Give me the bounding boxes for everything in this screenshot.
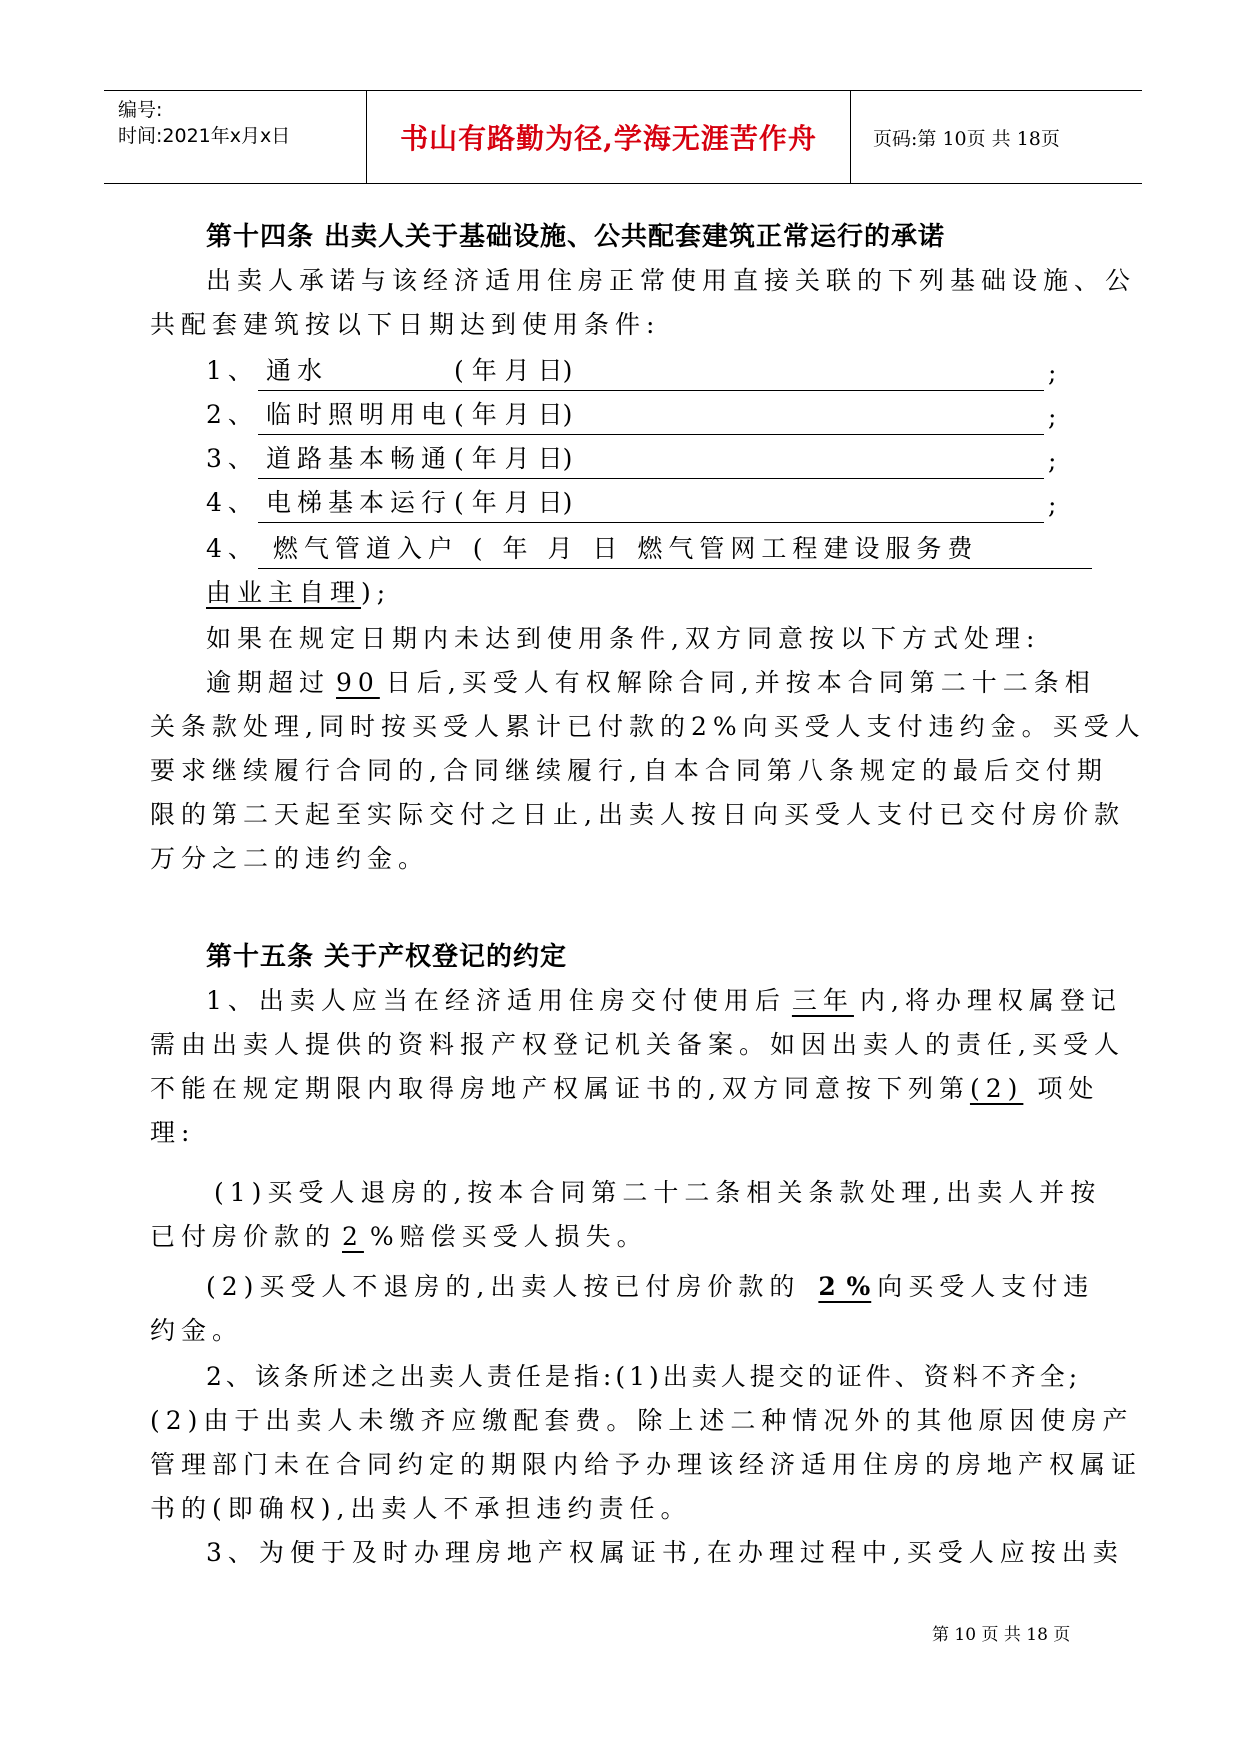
article-15-para-1d: 理: — [150, 1118, 196, 1147]
registration-post: 内,将办理权属登记 — [859, 986, 1122, 1015]
facility-item-2-date: ( 年 月 日) — [454, 400, 573, 429]
facility-item-3-underline — [258, 478, 1044, 479]
facility-gas-end: ); — [361, 578, 392, 607]
penalty-pre: (2)买受人不退房的,出卖人按已付房价款的 — [206, 1272, 801, 1301]
facility-item-1-name: 通水 — [266, 356, 329, 385]
article-15-para-1b: 需由出卖人提供的资料报产权登记机关备案。如因出卖人的责任,买受人 — [150, 1030, 1125, 1059]
overdue-post: 日后,买受人有权解除合同,并按本合同第二十二条相 — [385, 668, 1096, 697]
article-15-para-2b: (2)由于出卖人未缴齐应缴配套费。除上述二种情况外的其他原因使房产 — [150, 1406, 1134, 1435]
facility-item-2-end: ; — [1048, 402, 1057, 431]
compensation-post: %赔偿买受人损失。 — [369, 1222, 648, 1251]
compensation-percent: 2 — [342, 1222, 364, 1251]
article-14-para-3e: 万分之二的违约金。 — [150, 844, 430, 873]
facility-item-1-num: 1、 — [206, 356, 259, 385]
facility-item-1-date: ( 年 月 日) — [454, 356, 573, 385]
article-14-para-3b: 关条款处理,同时按买受人累计已付款的2%向买受人支付违约金。买受人 — [150, 712, 1146, 741]
facility-gas-line-a: 4、 燃气管道入户 ( 年 月 日 燃气管网工程建设服务费 — [206, 534, 979, 563]
page-footer: 第 10 页 共 18 页 — [932, 1625, 1071, 1645]
article-15-title: 第十五条 关于产权登记的约定 — [206, 942, 568, 972]
article-15-para-1 — [206, 986, 1122, 1016]
penalty-percent: 2 % — [818, 1272, 872, 1301]
facility-item-2-underline — [258, 434, 1044, 435]
option-choice-pre: 不能在规定期限内取得房地产权属证书的,双方同意按下列第 — [150, 1074, 970, 1103]
article-15-option-1b — [150, 1222, 648, 1252]
header-motto-cell — [367, 91, 851, 183]
article-14-para-1a: 出卖人承诺与该经济适用住房正常使用直接关联的下列基础设施、公 — [206, 266, 1137, 295]
overdue-days: 90 — [336, 668, 380, 697]
header-page-cell — [851, 91, 1142, 183]
doc-time-label: 时间:2021年x月x日 — [118, 125, 291, 147]
facility-gas-owner: 由业主自理 — [206, 578, 362, 607]
facility-item-2-num: 2、 — [206, 400, 259, 429]
article-14-title: 第十四条 出卖人关于基础设施、公共配套建筑正常运行的承诺 — [206, 222, 946, 252]
facility-item-3-date: ( 年 月 日) — [454, 444, 573, 473]
article-14-para-3d: 限的第二天起至实际交付之日止,出卖人按日向买受人支付已交付房价款 — [150, 800, 1125, 829]
article-15-para-2c: 管理部门未在合同约定的期限内给予办理该经济适用住房的房地产权属证 — [150, 1450, 1143, 1479]
facility-item-4-underline — [258, 522, 1044, 523]
doc-number-label: 编号: — [118, 99, 163, 121]
header-meta — [104, 91, 367, 183]
facility-item-2-name: 临时照明用电 — [266, 400, 453, 429]
facility-gas-underline-a — [258, 568, 1092, 569]
option-choice-post: 项处 — [1037, 1074, 1100, 1103]
facility-item-4-name: 电梯基本运行 — [266, 488, 453, 517]
article-14-para-3 — [206, 668, 1096, 698]
article-14-para-1b: 共配套建筑按以下日期达到使用条件: — [150, 310, 661, 339]
option-choice: (2) — [969, 1074, 1024, 1103]
facility-item-3-end: ; — [1048, 446, 1057, 475]
article-15-option-2b: 约金。 — [150, 1316, 244, 1345]
facility-item-4-date: ( 年 月 日) — [454, 488, 573, 517]
page-header — [104, 90, 1142, 184]
article-15-para-3a: 3、为便于及时办理房地产权属证书,在办理过程中,买受人应按出卖 — [206, 1538, 1124, 1567]
facility-item-1-end: ; — [1048, 358, 1057, 387]
article-15-para-1c — [150, 1074, 1099, 1104]
article-15-para-2a: 2、该条所述之出卖人责任是指:(1)出卖人提交的证件、资料不齐全; — [206, 1362, 1082, 1391]
facility-item-1-underline — [258, 390, 1044, 391]
article-15-option-2 — [206, 1272, 1094, 1302]
article-14-para-2: 如果在规定日期内未达到使用条件,双方同意按以下方式处理: — [206, 624, 1041, 653]
facility-item-3-num: 3、 — [206, 444, 259, 473]
registration-pre: 1、出卖人应当在经济适用住房交付使用后 — [206, 986, 786, 1015]
header-motto: 书山有路勤为径,学海无涯苦作舟 — [400, 122, 817, 155]
article-14-para-3c: 要求继续履行合同的,合同继续履行,自本合同第八条规定的最后交付期 — [150, 756, 1108, 785]
facility-gas-line-b — [206, 578, 391, 608]
article-15-option-1: (1)买受人退房的,按本合同第二十二条相关条款处理,出卖人并按 — [214, 1178, 1102, 1207]
article-15-para-2d: 书的(即确权),出卖人不承担违约责任。 — [150, 1494, 692, 1523]
overdue-pre: 逾期超过 — [206, 668, 331, 697]
penalty-post: 向买受人支付违 — [877, 1272, 1095, 1301]
registration-term: 三年 — [791, 986, 854, 1015]
facility-item-3-name: 道路基本畅通 — [266, 444, 453, 473]
facility-item-4-num: 4、 — [206, 488, 259, 517]
facility-item-4-end: ; — [1048, 490, 1057, 519]
compensation-pre: 已付房价款的 — [150, 1222, 337, 1251]
header-page-info: 页码:第 10页 共 18页 — [873, 128, 1060, 150]
